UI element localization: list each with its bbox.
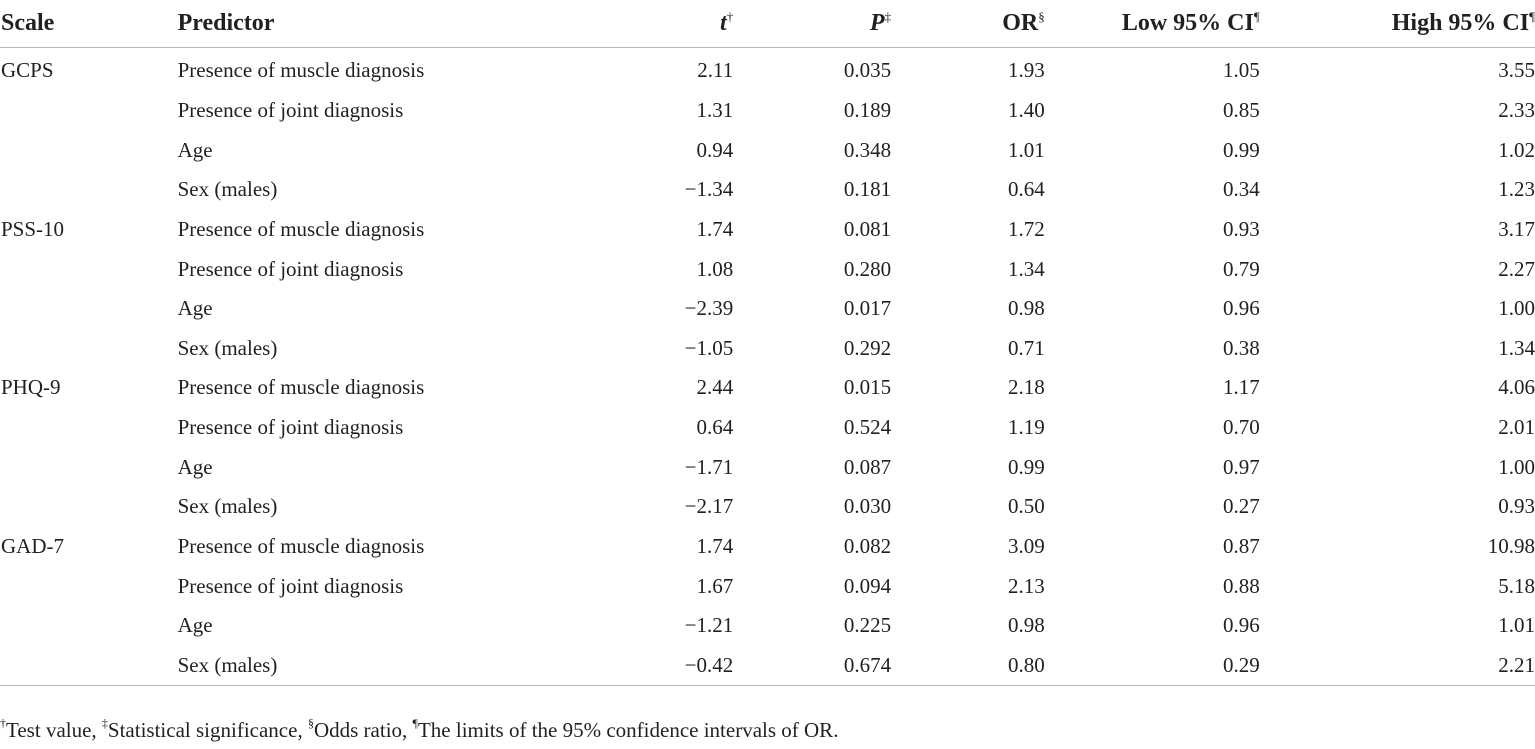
- cell-predictor: Presence of muscle diagnosis: [177, 375, 425, 400]
- header-high-ci: High 95% CI¶: [1260, 0, 1535, 48]
- cell-predictor: Presence of muscle diagnosis: [177, 58, 425, 83]
- cell-predictor: Presence of muscle diagnosis: [177, 216, 425, 241]
- cell-high-ci: 2.33: [1498, 97, 1535, 122]
- cell-high-ci: 0.93: [1498, 494, 1535, 519]
- cell-or: 1.40: [1008, 97, 1045, 122]
- cell-low-ci: 0.34: [1222, 177, 1260, 202]
- cell-high-ci: 2.21: [1260, 646, 1535, 686]
- cell-scale: [0, 606, 178, 646]
- cell-scale: [0, 566, 178, 606]
- cell-scale: PHQ-9: [1, 375, 61, 400]
- cell-t: −1.71: [684, 454, 734, 479]
- cell-predictor: Presence of joint diagnosis: [177, 256, 404, 281]
- cell-p: 0.292: [843, 335, 892, 360]
- cell-low-ci: 0.93: [1222, 216, 1260, 241]
- cell-p: 0.015: [843, 375, 892, 400]
- table-row: [0, 487, 1535, 527]
- cell-low-ci: 1.17: [1222, 375, 1260, 400]
- cell-low-ci: 0.96: [1222, 296, 1260, 321]
- cell-predictor: Sex (males): [177, 177, 278, 202]
- table-row: [0, 646, 1535, 686]
- table-row: [0, 368, 1535, 408]
- cell-t: 1.08: [696, 256, 734, 281]
- cell-high-ci: 2.27: [1498, 256, 1535, 281]
- cell-low-ci: 0.87: [1222, 534, 1260, 558]
- cell-high-ci: 1.00: [1498, 454, 1535, 479]
- cell-low-ci: 0.96: [1222, 613, 1260, 638]
- cell-t: −2.39: [684, 296, 734, 321]
- table-row: [0, 48, 1535, 91]
- header-high-mark: ¶: [1529, 9, 1535, 24]
- footnote-text-significance: Statistical significance,: [107, 718, 308, 742]
- footnote-mark-dagger: †: [0, 716, 6, 730]
- table-header-row: [0, 0, 1535, 48]
- cell-t: 2.11: [697, 58, 734, 83]
- cell-predictor: Age: [177, 296, 213, 321]
- cell-or: 2.18: [1008, 375, 1045, 400]
- header-p-mark: ‡: [884, 9, 892, 24]
- cell-high-ci: 10.98: [1487, 534, 1535, 558]
- cell-p: 0.017: [843, 296, 892, 321]
- cell-predictor: Age: [177, 613, 213, 638]
- cell-or: 1.34: [1008, 256, 1045, 281]
- header-t: t†: [588, 0, 733, 48]
- footnote-text-test-value: Test value,: [6, 718, 102, 742]
- table-row: [0, 527, 1535, 567]
- cell-scale: [0, 328, 178, 368]
- cell-predictor: Presence of joint diagnosis: [177, 573, 404, 598]
- table-footnote: [0, 718, 838, 743]
- cell-high-ci: 3.55: [1498, 58, 1535, 83]
- cell-predictor: Age: [177, 454, 213, 479]
- table-row: [0, 289, 1535, 329]
- cell-or: 0.98: [1008, 613, 1045, 638]
- cell-scale: [0, 130, 178, 170]
- cell-p: 0.094: [843, 573, 892, 598]
- cell-p: 0.524: [843, 415, 892, 440]
- cell-predictor: Sex (males): [178, 646, 588, 686]
- header-low-mark: ¶: [1253, 9, 1260, 24]
- cell-low-ci: 1.05: [1222, 58, 1260, 83]
- cell-high-ci: 1.34: [1498, 335, 1535, 360]
- header-low-ci: Low 95% CI¶: [1045, 0, 1260, 48]
- cell-scale: [0, 170, 178, 210]
- header-or: OR§: [891, 0, 1045, 48]
- cell-p: 0.181: [843, 177, 892, 202]
- cell-scale: [0, 249, 178, 289]
- cell-t: −1.21: [684, 613, 734, 638]
- cell-low-ci: 0.27: [1222, 494, 1260, 519]
- cell-or: 1.93: [1008, 58, 1045, 83]
- cell-or: 2.13: [1008, 573, 1045, 598]
- footnote-mark-double-dagger: ‡: [101, 716, 108, 730]
- cell-or: 0.71: [1008, 335, 1045, 360]
- cell-high-ci: 1.01: [1498, 613, 1535, 638]
- header-t-mark: †: [726, 9, 734, 24]
- cell-high-ci: 4.06: [1498, 375, 1535, 400]
- table-row: [0, 130, 1535, 170]
- table-body: [0, 48, 1535, 686]
- cell-t: 0.94: [696, 137, 734, 162]
- cell-t: 1.67: [696, 573, 734, 598]
- cell-high-ci: 1.02: [1498, 137, 1535, 162]
- cell-or: 1.72: [1008, 216, 1045, 241]
- cell-low-ci: 0.97: [1222, 454, 1260, 479]
- cell-p: 0.674: [733, 646, 891, 686]
- cell-or: 0.64: [1008, 177, 1045, 202]
- cell-high-ci: 1.23: [1498, 177, 1535, 202]
- footnote-mark-section: §: [307, 716, 314, 730]
- cell-low-ci: 0.70: [1222, 415, 1260, 440]
- header-scale: Scale: [0, 0, 178, 48]
- cell-scale: [0, 487, 178, 527]
- table-row: [0, 328, 1535, 368]
- cell-predictor: Sex (males): [177, 494, 278, 519]
- cell-predictor: Presence of muscle diagnosis: [177, 534, 425, 558]
- cell-t: −1.05: [684, 335, 734, 360]
- cell-t: −0.42: [588, 646, 733, 686]
- cell-low-ci: 0.38: [1222, 335, 1260, 360]
- cell-p: 0.035: [843, 58, 892, 83]
- cell-low-ci: 0.88: [1222, 573, 1260, 598]
- cell-scale: GCPS: [1, 58, 54, 83]
- cell-p: 0.030: [843, 494, 892, 519]
- cell-scale: [0, 408, 178, 448]
- table-row: [0, 170, 1535, 210]
- cell-or: 3.09: [1008, 534, 1045, 558]
- cell-or: 0.98: [1008, 296, 1045, 321]
- header-p: P‡: [733, 0, 891, 48]
- cell-scale: [0, 289, 178, 329]
- cell-scale: PSS-10: [1, 216, 65, 241]
- table-row: [0, 408, 1535, 448]
- table-row: [0, 210, 1535, 250]
- footnote-mark-pilcrow: ¶: [412, 716, 418, 730]
- header-or-mark: §: [1038, 9, 1045, 24]
- cell-t: 1.31: [696, 97, 734, 122]
- cell-low-ci: 0.99: [1222, 137, 1260, 162]
- cell-p: 0.082: [843, 534, 892, 558]
- footnote-text-odds-ratio: Odds ratio,: [313, 718, 413, 742]
- cell-scale: [0, 447, 178, 487]
- cell-scale: GAD-7: [1, 534, 64, 558]
- cell-p: 0.087: [843, 454, 892, 479]
- cell-t: −1.34: [684, 177, 734, 202]
- cell-predictor: Presence of joint diagnosis: [177, 415, 404, 440]
- cell-low-ci: 0.85: [1222, 97, 1260, 122]
- cell-scale: [0, 646, 178, 686]
- cell-or: 1.19: [1008, 415, 1045, 440]
- cell-t: 1.74: [696, 534, 734, 558]
- header-predictor: Predictor: [178, 0, 588, 48]
- table-row: [0, 447, 1535, 487]
- cell-or: 1.01: [1008, 137, 1045, 162]
- cell-low-ci: 0.79: [1222, 256, 1260, 281]
- table-row: [0, 566, 1535, 606]
- cell-high-ci: 2.01: [1498, 415, 1535, 440]
- cell-predictor: Sex (males): [177, 335, 278, 360]
- cell-t: 0.64: [696, 415, 734, 440]
- cell-scale: [0, 91, 178, 131]
- cell-t: −2.17: [684, 494, 734, 519]
- footnote-text-ci-limits: The limits of the 95% confidence intervals of OR.: [417, 718, 839, 742]
- cell-t: 1.74: [696, 216, 734, 241]
- cell-p: 0.225: [843, 613, 892, 638]
- cell-or: 0.50: [1008, 494, 1045, 519]
- cell-low-ci: 0.29: [1045, 646, 1260, 686]
- table-row: [0, 606, 1535, 646]
- cell-or: 0.80: [891, 646, 1045, 686]
- cell-t: 2.44: [696, 375, 734, 400]
- table-row: [0, 91, 1535, 131]
- cell-predictor: Age: [177, 137, 213, 162]
- table-row: [0, 249, 1535, 289]
- cell-predictor: Presence of joint diagnosis: [177, 97, 404, 122]
- cell-or: 0.99: [1008, 454, 1045, 479]
- cell-p: 0.081: [843, 216, 892, 241]
- cell-p: 0.280: [843, 256, 892, 281]
- cell-p: 0.189: [843, 97, 892, 122]
- cell-high-ci: 1.00: [1498, 296, 1535, 321]
- cell-high-ci: 5.18: [1498, 573, 1535, 598]
- cell-p: 0.348: [843, 137, 892, 162]
- cell-high-ci: 3.17: [1498, 216, 1535, 241]
